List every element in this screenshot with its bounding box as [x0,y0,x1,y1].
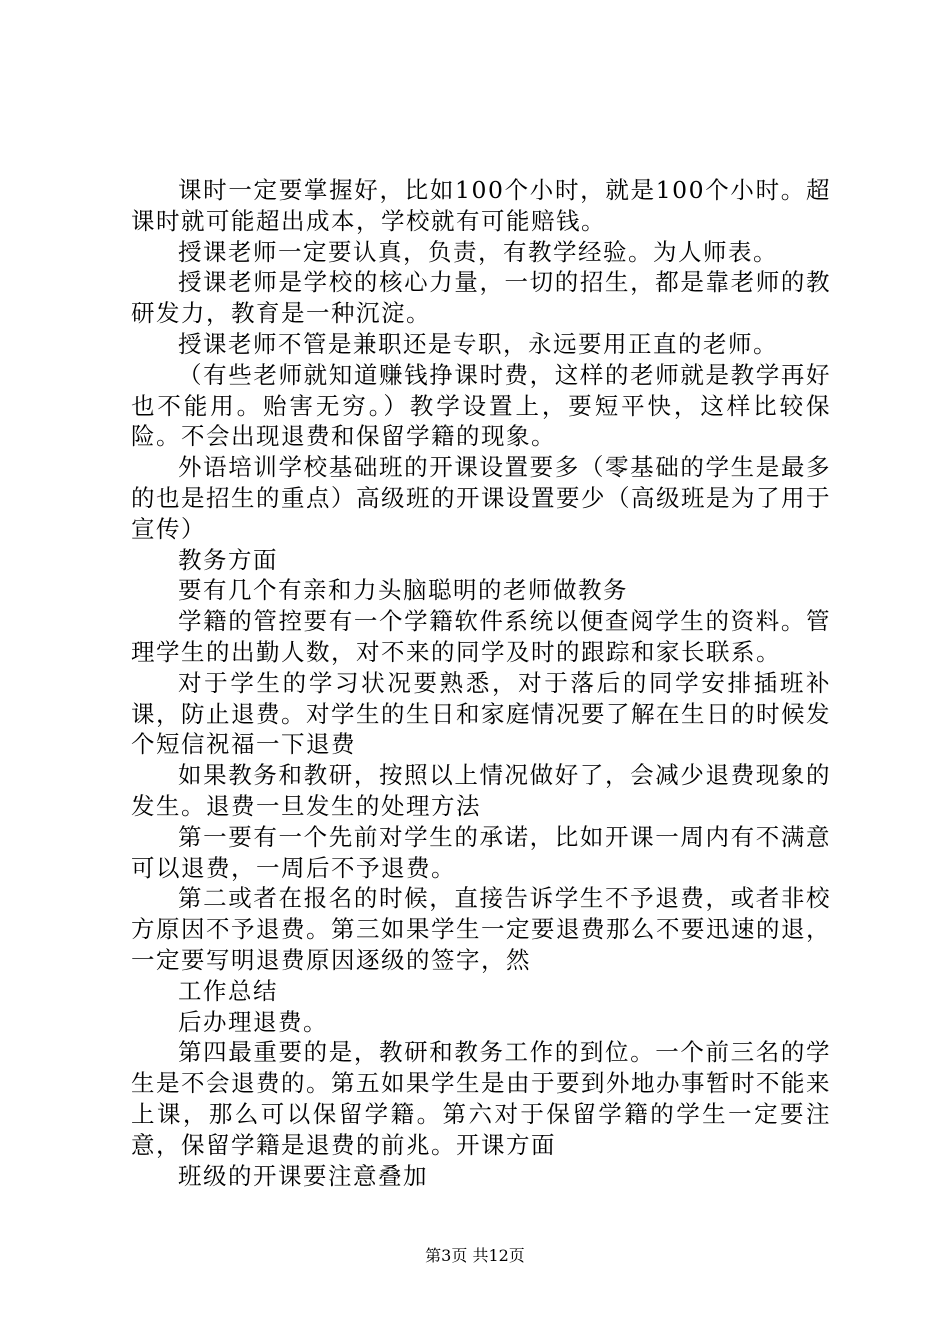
section-heading: 教务方面 [178,545,278,574]
paragraph: 授课老师一定要认真，负责，有教学经验。为人师表。 [178,237,778,266]
paragraph: 要有几个有亲和力头脑聪明的老师做教务 [178,576,628,605]
paragraph: 第二或者在报名的时候，直接告诉学生不予退费，或者非校方原因不予退费。第三如果学生一定要退费那么不要迅速的退，一定要写明退费原因逐级的签字，然 [131,884,831,974]
paragraph: 授课老师不管是兼职还是专职，永远要用正直的老师。 [178,329,778,358]
paragraph: 学籍的管控要有一个学籍软件系统以便查阅学生的资料。管理学生的出勤人数，对不来的同学及时的跟踪和家长联系。 [131,607,831,666]
paragraph: 班级的开课要注意叠加 [178,1161,428,1190]
paragraph: 第四最重要的是，教研和教务工作的到位。一个前三名的学生是不会退费的。第五如果学生是由于要到外地办事暂时不能来上课，那么可以保留学籍。第六对于保留学籍的学生一定要注意，保留学籍是退费的前兆。开课方面 [131,1038,831,1159]
paragraph: 如果教务和教研，按照以上情况做好了，会减少退费现象的发生。退费一旦发生的处理方法 [131,761,831,820]
paragraph: 后办理退费。 [178,1007,328,1036]
paragraph: （有些老师就知道赚钱挣课时费，这样的老师就是教学再好也不能用。贻害无穷。）教学设置上，要短平快，这样比较保险。不会出现退费和保留学籍的现象。 [131,360,831,451]
paragraph: 课时一定要掌握好，比如100个小时，就是100个小时。超课时就可能超出成本，学校就有可能赔钱。 [131,176,831,235]
document-body [131,175,831,1191]
paragraph: 第一要有一个先前对学生的承诺，比如开课一周内有不满意可以退费，一周后不予退费。 [131,822,831,882]
paragraph: 外语培训学校基础班的开课设置要多（零基础的学生是最多的也是招生的重点）高级班的开课设置要少（高级班是为了用于宣传） [131,453,831,543]
section-heading: 工作总结 [178,976,278,1005]
paragraph: 对于学生的学习状况要熟悉，对于落后的同学安排插班补课，防止退费。对学生的生日和家庭情况要了解在生日的时候发个短信祝福一下退费 [131,668,831,759]
paragraph: 授课老师是学校的核心力量，一切的招生，都是靠老师的教研发力，教育是一种沉淀。 [131,268,831,328]
page-number: 第3页 共12页 [425,1246,525,1265]
